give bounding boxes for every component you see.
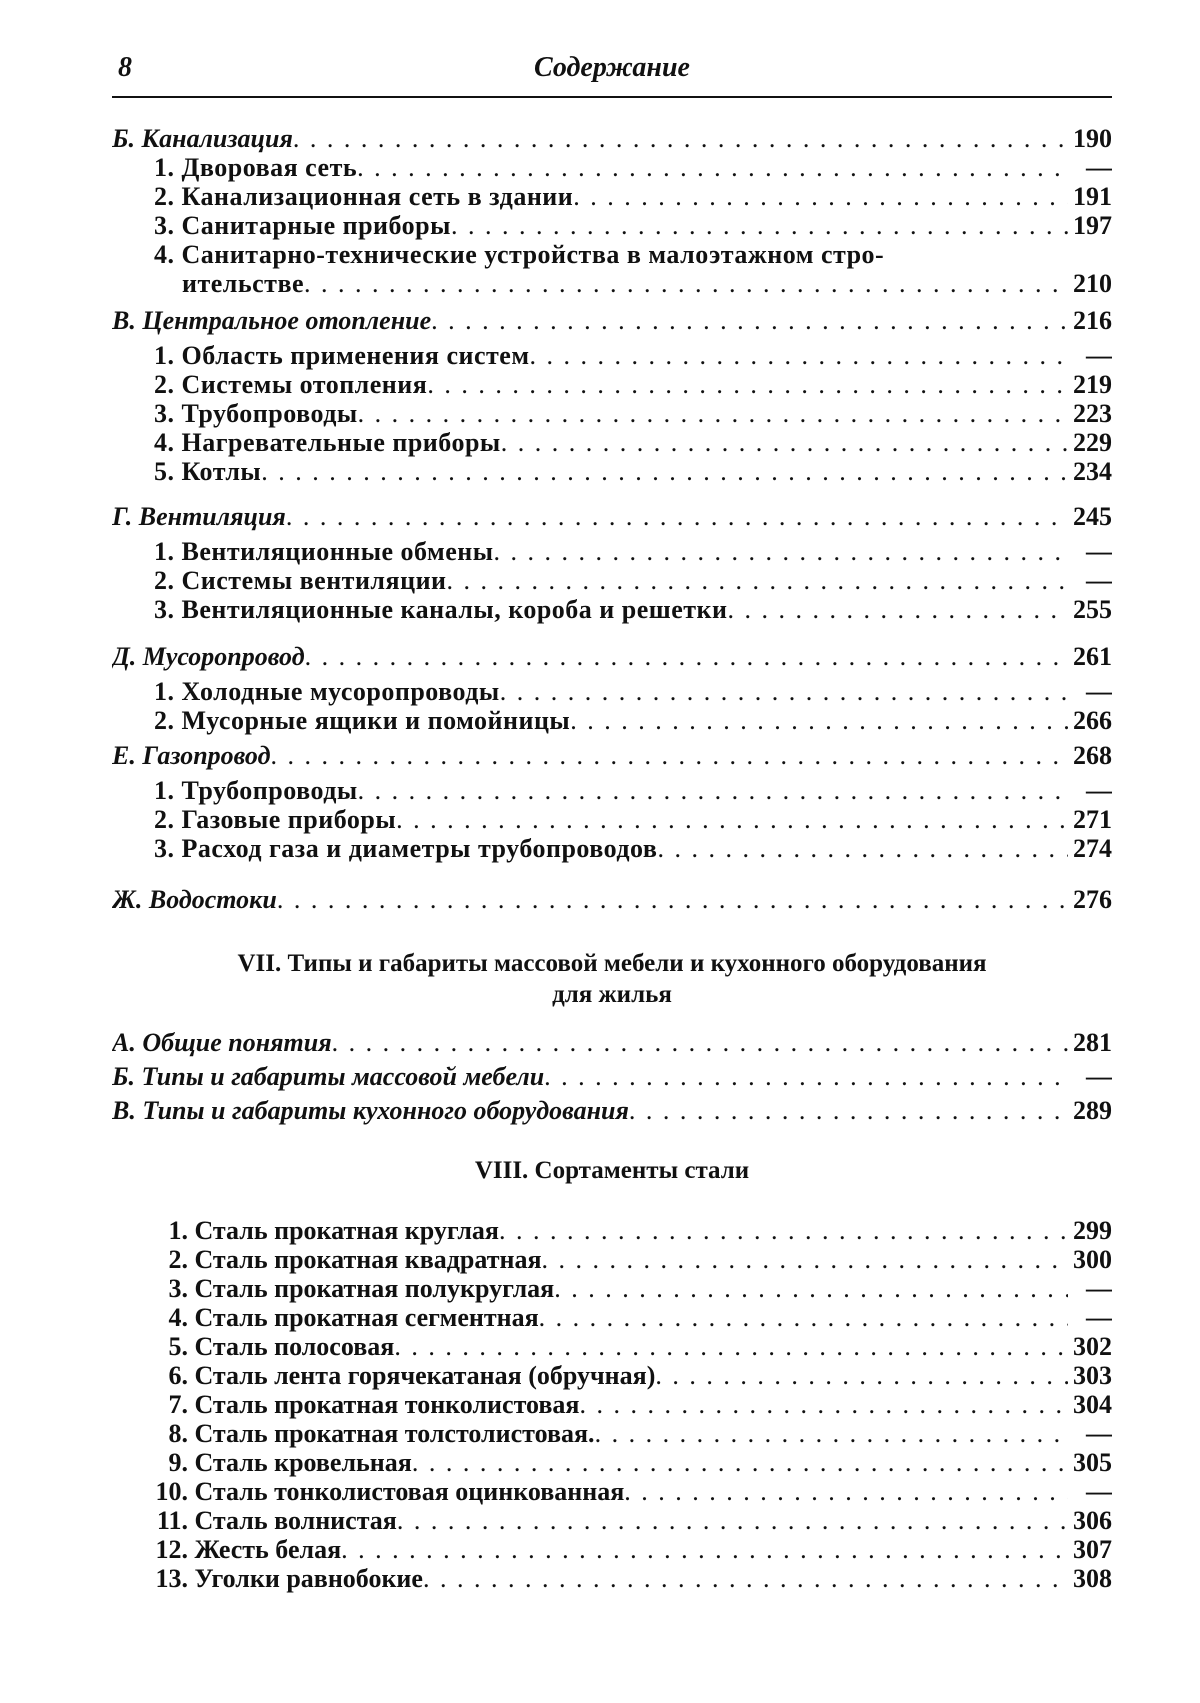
toc-page-ref: 190 bbox=[1073, 124, 1112, 153]
toc-page-ref: — bbox=[1086, 1303, 1112, 1332]
toc-item[interactable] bbox=[112, 1390, 1112, 1419]
toc-item[interactable] bbox=[112, 182, 1112, 211]
toc-item-label: Сталь прокатная квадратная bbox=[194, 1245, 542, 1274]
table-of-contents bbox=[112, 124, 1112, 1593]
toc-item[interactable] bbox=[112, 1216, 1112, 1245]
toc-item-label: 2. Системы отопления bbox=[154, 370, 428, 399]
toc-page-ref: 306 bbox=[1073, 1506, 1112, 1535]
item-number: 4. bbox=[168, 1303, 188, 1332]
dot-leader bbox=[655, 1361, 1068, 1390]
dot-leader bbox=[293, 124, 1068, 153]
toc-item-label: 2. Мусорные ящики и помойницы bbox=[154, 706, 571, 735]
chapter-title-line: VII. Типы и габариты массовой мебели и кухонного оборудования bbox=[237, 950, 987, 977]
toc-item[interactable] bbox=[112, 428, 1112, 457]
dot-leader bbox=[542, 1245, 1068, 1274]
toc-item[interactable] bbox=[112, 457, 1112, 486]
dot-leader bbox=[595, 1419, 1068, 1448]
toc-page-ref: 302 bbox=[1073, 1332, 1112, 1361]
toc-page-ref: — bbox=[1086, 1419, 1112, 1448]
toc-page-ref: — bbox=[1086, 677, 1112, 706]
toc-page-ref: — bbox=[1086, 1274, 1112, 1303]
toc-item-label: 3. Расход газа и диаметры трубопроводов bbox=[154, 834, 658, 863]
dot-leader bbox=[341, 1535, 1068, 1564]
toc-section-heating[interactable] bbox=[112, 306, 1112, 335]
toc-page-ref: 219 bbox=[1073, 370, 1112, 399]
dot-leader bbox=[396, 805, 1068, 834]
toc-item[interactable] bbox=[112, 805, 1112, 834]
toc-page-ref: 245 bbox=[1073, 502, 1112, 531]
dot-leader bbox=[358, 399, 1068, 428]
toc-item[interactable] bbox=[112, 537, 1112, 566]
item-number: 13. bbox=[155, 1564, 188, 1593]
dot-leader bbox=[451, 211, 1068, 240]
toc-page-ref: 234 bbox=[1073, 457, 1112, 486]
toc-item[interactable] bbox=[112, 776, 1112, 805]
toc-page-ref: 255 bbox=[1073, 595, 1112, 624]
page-header bbox=[112, 50, 1112, 98]
toc-page-ref: — bbox=[1086, 566, 1112, 595]
toc-item-label: Сталь прокатная толстолистовая. bbox=[194, 1419, 595, 1448]
toc-page-ref: — bbox=[1086, 1062, 1112, 1091]
toc-section-drainpipes[interactable] bbox=[112, 885, 1112, 914]
toc-section-label: Е. Газопровод bbox=[112, 741, 271, 770]
toc-item-label: Сталь прокатная сегментная bbox=[194, 1303, 539, 1332]
item-number: 12. bbox=[155, 1535, 188, 1564]
toc-section-label: Б. Типы и габариты массовой мебели bbox=[112, 1062, 545, 1091]
toc-section-label: Г. Вентиляция bbox=[112, 502, 286, 531]
dot-leader bbox=[447, 566, 1068, 595]
dot-leader bbox=[728, 595, 1068, 624]
toc-page-ref: 289 bbox=[1073, 1096, 1112, 1125]
toc-item-label: 4. Нагревательные приборы bbox=[154, 428, 501, 457]
toc-item[interactable] bbox=[112, 1448, 1112, 1477]
toc-item[interactable] bbox=[112, 1506, 1112, 1535]
toc-section-gas-pipeline[interactable] bbox=[112, 741, 1112, 770]
dot-leader bbox=[427, 370, 1068, 399]
toc-item-label: 3. Вентиляционные каналы, короба и решетки bbox=[154, 595, 728, 624]
toc-page-ref: 229 bbox=[1073, 428, 1112, 457]
toc-item-wrapped-line2[interactable] bbox=[112, 269, 1112, 298]
toc-item[interactable] bbox=[112, 153, 1112, 182]
toc-item-label: Сталь тонколистовая оцинкованная bbox=[194, 1477, 625, 1506]
toc-page-ref: — bbox=[1086, 153, 1112, 182]
toc-page-ref: 303 bbox=[1073, 1361, 1112, 1390]
toc-page-ref: 268 bbox=[1073, 741, 1112, 770]
toc-item-label: 3. Трубопроводы bbox=[154, 399, 358, 428]
toc-page-ref: 223 bbox=[1073, 399, 1112, 428]
toc-item-label: 1. Трубопроводы bbox=[154, 776, 358, 805]
toc-item[interactable] bbox=[112, 677, 1112, 706]
toc-item-label: Сталь прокатная круглая bbox=[194, 1216, 499, 1245]
toc-item[interactable] bbox=[112, 1564, 1112, 1593]
toc-item-label: 1. Холодные мусоропроводы bbox=[154, 677, 500, 706]
toc-page-ref: — bbox=[1086, 537, 1112, 566]
dot-leader bbox=[271, 741, 1069, 770]
dot-leader bbox=[423, 1564, 1068, 1593]
toc-item-wrapped-line1[interactable]: 4. Санитарно-технические устройства в малоэтажном стро- bbox=[154, 240, 885, 269]
toc-page-ref: 191 bbox=[1073, 182, 1112, 211]
toc-item-label: Уголки равнобокие bbox=[194, 1564, 423, 1593]
toc-item-label: Жесть белая bbox=[194, 1535, 342, 1564]
toc-entry[interactable] bbox=[112, 1028, 1112, 1057]
dot-leader bbox=[332, 1028, 1068, 1057]
toc-item[interactable] bbox=[112, 1477, 1112, 1506]
item-number: 5. bbox=[168, 1332, 188, 1361]
toc-item[interactable] bbox=[112, 399, 1112, 428]
toc-item[interactable] bbox=[112, 834, 1112, 863]
toc-page-ref: 305 bbox=[1073, 1448, 1112, 1477]
dot-leader bbox=[304, 269, 1068, 298]
toc-item[interactable] bbox=[112, 1303, 1112, 1332]
dot-leader bbox=[554, 1274, 1068, 1303]
toc-page-ref: 274 bbox=[1073, 834, 1112, 863]
toc-entry[interactable] bbox=[112, 1062, 1112, 1091]
item-number: 1. bbox=[168, 1216, 188, 1245]
toc-page-ref: 307 bbox=[1073, 1535, 1112, 1564]
dot-leader bbox=[544, 1062, 1068, 1091]
page-number: 8 bbox=[118, 52, 132, 83]
toc-section-label: Ж. Водостоки bbox=[112, 885, 277, 914]
toc-item-label: 3. Санитарные приборы bbox=[154, 211, 451, 240]
toc-item[interactable] bbox=[112, 1332, 1112, 1361]
toc-page-ref: 276 bbox=[1073, 885, 1112, 914]
chapter-title-line: для жилья bbox=[552, 981, 672, 1008]
toc-section-ventilation[interactable] bbox=[112, 502, 1112, 531]
toc-item[interactable] bbox=[112, 1274, 1112, 1303]
toc-item-label: 5. Котлы bbox=[154, 457, 262, 486]
toc-page-ref: 197 bbox=[1073, 211, 1112, 240]
item-number: 2. bbox=[168, 1245, 188, 1274]
dot-leader bbox=[286, 502, 1068, 531]
dot-leader bbox=[305, 642, 1068, 671]
toc-item[interactable] bbox=[112, 566, 1112, 595]
dot-leader bbox=[431, 306, 1068, 335]
toc-item[interactable] bbox=[112, 211, 1112, 240]
toc-page-ref: 281 bbox=[1073, 1028, 1112, 1057]
toc-item-label: 2. Системы вентиляции bbox=[154, 566, 447, 595]
item-number: 8. bbox=[168, 1419, 188, 1448]
dot-leader bbox=[501, 428, 1068, 457]
toc-page-ref: 299 bbox=[1073, 1216, 1112, 1245]
toc-page-ref: — bbox=[1086, 1477, 1112, 1506]
toc-item-label: 1. Область применения систем bbox=[154, 341, 530, 370]
dot-leader bbox=[397, 1506, 1068, 1535]
toc-section-label: В. Типы и габариты кухонного оборудования bbox=[112, 1096, 629, 1125]
toc-item[interactable] bbox=[112, 341, 1112, 370]
toc-page-ref: 266 bbox=[1073, 706, 1112, 735]
toc-item[interactable] bbox=[112, 370, 1112, 399]
running-title: Содержание bbox=[534, 52, 690, 83]
toc-item[interactable] bbox=[112, 1419, 1112, 1448]
toc-section-label: Б. Канализация bbox=[112, 124, 293, 153]
dot-leader bbox=[357, 153, 1068, 182]
toc-page-ref: 216 bbox=[1073, 306, 1112, 335]
dot-leader bbox=[358, 776, 1068, 805]
dot-leader bbox=[500, 677, 1068, 706]
toc-section-label: А. Общие понятия bbox=[112, 1028, 332, 1057]
toc-item-label: 1. Дворовая сеть bbox=[154, 153, 358, 182]
dot-leader bbox=[657, 834, 1068, 863]
chapter-heading-vii bbox=[112, 948, 1112, 1010]
toc-item-label: Сталь кровельная bbox=[194, 1448, 412, 1477]
toc-section-label: В. Центральное отопление bbox=[112, 306, 432, 335]
item-number: 3. bbox=[168, 1274, 188, 1303]
dot-leader bbox=[579, 1390, 1068, 1419]
toc-page-ref: — bbox=[1086, 341, 1112, 370]
dot-leader bbox=[539, 1303, 1068, 1332]
toc-item-label: Сталь лента горячекатаная (обручная) bbox=[194, 1361, 656, 1390]
toc-section-label: Д. Мусоропровод bbox=[112, 642, 305, 671]
toc-page-ref: 210 bbox=[1073, 269, 1112, 298]
toc-item[interactable] bbox=[112, 595, 1112, 624]
dot-leader bbox=[573, 182, 1068, 211]
toc-page-ref: 304 bbox=[1073, 1390, 1112, 1419]
item-number: 7. bbox=[168, 1390, 188, 1419]
toc-item-label: ительстве bbox=[182, 269, 305, 298]
toc-page-ref: 261 bbox=[1073, 642, 1112, 671]
dot-leader bbox=[412, 1448, 1068, 1477]
toc-item-label: 1. Вентиляционные обмены bbox=[154, 537, 494, 566]
toc-item-label: 2. Газовые приборы bbox=[154, 805, 397, 834]
toc-section-garbage-chute[interactable] bbox=[112, 642, 1112, 671]
item-number: 6. bbox=[168, 1361, 188, 1390]
toc-item-label: Сталь прокатная тонколистовая bbox=[194, 1390, 580, 1419]
dot-leader bbox=[629, 1096, 1068, 1125]
toc-page-ref: 271 bbox=[1073, 805, 1112, 834]
dot-leader bbox=[499, 1216, 1068, 1245]
item-number: 10. bbox=[155, 1477, 188, 1506]
toc-section-sewerage[interactable] bbox=[112, 124, 1112, 153]
item-number: 11. bbox=[156, 1506, 188, 1535]
toc-page-ref: — bbox=[1086, 776, 1112, 805]
toc-page-ref: 300 bbox=[1073, 1245, 1112, 1274]
toc-item-label: Сталь волнистая bbox=[194, 1506, 397, 1535]
dot-leader bbox=[277, 885, 1068, 914]
toc-item[interactable] bbox=[112, 1245, 1112, 1274]
dot-leader bbox=[530, 341, 1068, 370]
dot-leader bbox=[624, 1477, 1068, 1506]
toc-item[interactable] bbox=[112, 706, 1112, 735]
toc-item[interactable] bbox=[112, 1535, 1112, 1564]
item-number: 9. bbox=[168, 1448, 188, 1477]
toc-item[interactable] bbox=[112, 1361, 1112, 1390]
toc-entry[interactable] bbox=[112, 1096, 1112, 1125]
toc-item-label: Сталь полосовая bbox=[194, 1332, 395, 1361]
toc-item-label: 2. Канализационная сеть в здании bbox=[154, 182, 574, 211]
toc-item-label: Сталь прокатная полукруглая bbox=[194, 1274, 555, 1303]
toc-page-ref: 308 bbox=[1073, 1564, 1112, 1593]
dot-leader bbox=[261, 457, 1068, 486]
dot-leader bbox=[394, 1332, 1068, 1361]
dot-leader bbox=[494, 537, 1068, 566]
dot-leader bbox=[570, 706, 1068, 735]
chapter-heading-viii: VIII. Сортаменты стали bbox=[474, 1157, 750, 1184]
